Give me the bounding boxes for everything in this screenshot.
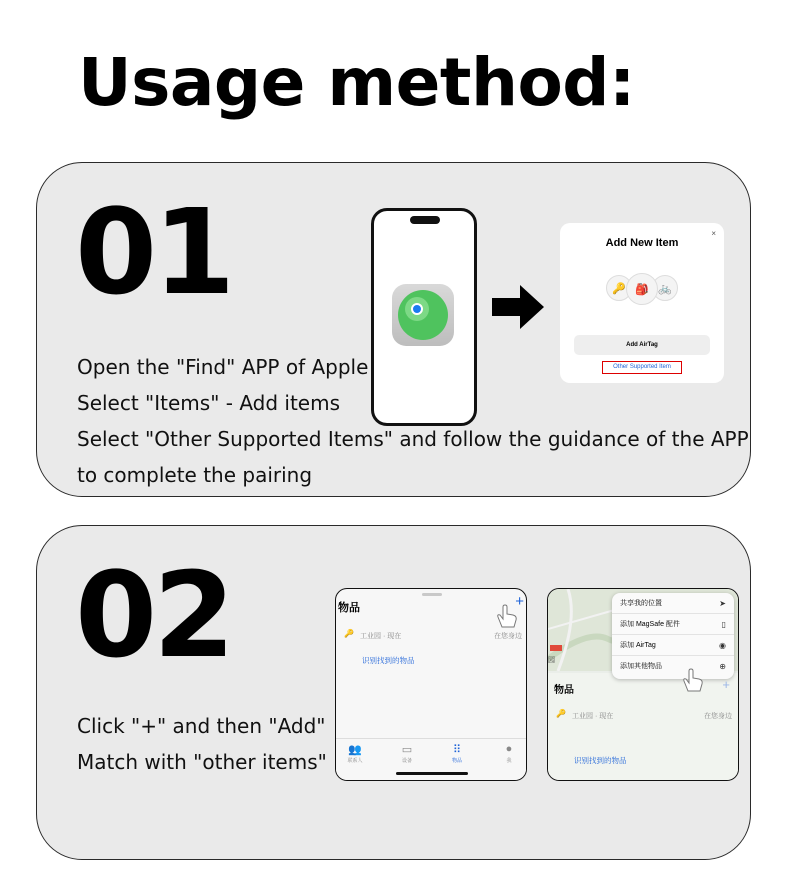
key-icon: 🔑	[556, 709, 566, 718]
menu-item-add-other[interactable]: 添加其他物品 ⊕	[612, 656, 734, 677]
person-icon: ●	[505, 743, 513, 755]
other-supported-item-link[interactable]: Other Supported Item	[602, 361, 682, 374]
instruction-line: Select "Other Supported Items" and follow the guidance of the APP	[77, 427, 749, 451]
sheet-grabber	[422, 593, 442, 596]
items-title: 物品	[338, 602, 360, 614]
item-distance: 在您身边	[704, 713, 732, 720]
items-title: 物品	[554, 685, 574, 696]
menu-item-add-airtag[interactable]: 添加 AirTag ◉	[612, 635, 734, 656]
add-airtag-button[interactable]: Add AirTag	[574, 335, 710, 355]
items-screen	[335, 588, 527, 781]
menu-item-add-magsafe[interactable]: 添加 MagSafe 配件 ▯	[612, 614, 734, 635]
item-distance: 在您身边	[494, 633, 522, 640]
people-icon: 👥	[348, 744, 362, 756]
add-button[interactable]: +	[515, 593, 524, 610]
bicycle-icon: 🚲	[652, 275, 678, 301]
menu-item-share-location[interactable]: 共享我的位置 ➤	[612, 593, 734, 614]
find-my-app-icon	[392, 284, 454, 346]
instruction-line: Click "+" and then "Add"	[77, 714, 326, 738]
identify-found-item-link[interactable]: 识别找到的物品	[362, 656, 415, 665]
phone-icon: ▯	[721, 620, 726, 629]
map-label: 园	[548, 657, 555, 664]
tab-items[interactable]: ⠿ 物品	[442, 743, 472, 764]
location-arrow-icon: ➤	[719, 599, 726, 608]
add-button[interactable]: +	[722, 677, 730, 692]
phone-notch	[410, 216, 440, 224]
instruction-line: Select "Items" - Add items	[77, 391, 341, 415]
key-icon: 🔑	[344, 629, 354, 638]
identify-found-item-link[interactable]: 识别找到的物品	[574, 756, 627, 765]
step-number: 02	[75, 546, 232, 684]
page-title: Usage method:	[78, 44, 635, 121]
item-location: 工业园 · 现在	[572, 713, 614, 720]
instruction-line: Open the "Find" APP of Apple	[77, 355, 369, 379]
step-1-card	[36, 162, 751, 497]
arrow-right-icon	[492, 285, 544, 329]
hand-pointer-icon	[494, 603, 520, 629]
step-number: 01	[75, 183, 232, 321]
items-icon: ⠿	[452, 744, 462, 756]
items-menu-screen	[547, 588, 739, 781]
airtag-icon: ◉	[719, 641, 726, 650]
add-menu	[612, 593, 734, 679]
backpack-icon: 🎒	[626, 273, 658, 305]
step-instructions	[77, 708, 327, 780]
tab-bar	[336, 738, 526, 780]
item-location: 工业园 · 现在	[360, 633, 402, 640]
home-indicator	[396, 772, 468, 775]
instruction-line: Match with "other items"	[77, 750, 327, 774]
step-2-card	[36, 525, 751, 860]
tab-me[interactable]: ● 我	[494, 743, 524, 764]
add-new-item-dialog	[560, 223, 724, 383]
dialog-title: Add New Item	[605, 237, 679, 249]
tab-devices[interactable]: ▭ 设备	[392, 743, 422, 764]
hand-pointer-icon	[680, 667, 706, 693]
phone-illustration	[371, 208, 477, 426]
close-icon[interactable]: ×	[711, 229, 716, 238]
key-icon: 🔑	[606, 275, 632, 301]
plus-circle-icon: ⊕	[719, 662, 726, 671]
devices-icon: ▭	[401, 744, 413, 756]
instruction-line: to complete the pairing	[77, 463, 313, 487]
tab-people[interactable]: 👥 联系人	[340, 743, 370, 764]
